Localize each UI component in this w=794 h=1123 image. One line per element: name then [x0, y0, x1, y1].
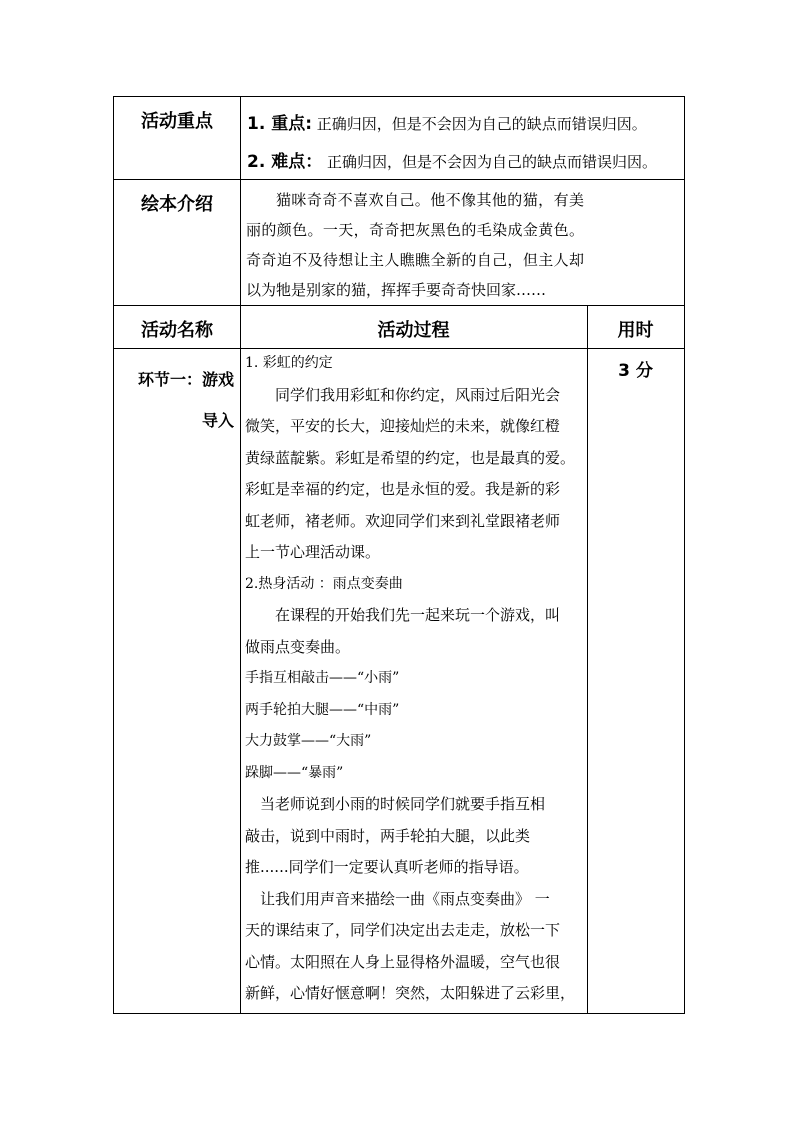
focus-key: 1. 重点:	[247, 114, 313, 134]
focus-text: 正确归因，但是不会因为自己的缺点而错误归因。	[316, 115, 647, 133]
activity-name-line-2: 导入	[201, 411, 234, 430]
process-line: 敲击，说到中雨时，两手轮拍大腿，以此类	[245, 826, 531, 845]
row-divider	[114, 305, 684, 306]
process-line: 虹老师，褚老师。欢迎同学们来到礼堂跟褚老师	[245, 511, 561, 530]
process-line: 让我们用声音来描绘一曲《雨点变奏曲》 一	[260, 889, 550, 908]
process-line: 新鲜，心情好惬意啊！突然，太阳躲进了云彩里，	[245, 984, 576, 1002]
process-line: 1. 彩虹的约定	[245, 355, 333, 371]
header-activity-process: 活动过程	[377, 320, 450, 341]
process-line: 手指互相敲击——“小雨”	[245, 670, 400, 686]
process-line: 两手轮拍大腿——“中雨”	[245, 701, 400, 718]
process-line: 心情。太阳照在人身上显得格外温暖，空气也很	[245, 952, 561, 971]
process-line: 上一节心理活动课。	[245, 543, 381, 561]
process-line: 在课程的开始我们先一起来玩一个游戏，叫	[275, 606, 561, 624]
activity-process-content	[245, 348, 585, 1010]
focus-line-1	[247, 105, 687, 143]
header-duration: 用时	[617, 320, 654, 341]
process-line: 黄绿蓝靛紫。彩虹是希望的约定，也是最真的爱。	[245, 448, 576, 467]
difficulty-text: 正确归因，但是不会因为自己的缺点而错误归因。	[327, 153, 658, 171]
activity-name-line-1: 环节一：游戏	[137, 370, 234, 389]
process-line: 同学们我用彩虹和你约定，风雨过后阳光会	[275, 385, 561, 404]
header-activity-name: 活动名称	[141, 320, 213, 341]
lesson-plan-table	[113, 96, 685, 1014]
row-label-focus: 活动重点	[141, 111, 213, 132]
process-line: 2.热身活动 ：雨点变奏曲	[245, 575, 403, 592]
column-divider	[587, 305, 588, 1013]
difficulty-key: 2. 难点：	[247, 152, 323, 172]
book-intro-text: 猫咪奇奇不喜欢自己。他不像其他的猫，有美丽的颜色。一天，奇奇把灰黑色的毛染成金黄色。奇奇迫不及待想让主人瞧瞧全新的自己，但主人却以为牠是别家的猫，挥挥手要奇奇快回家……	[246, 191, 584, 299]
process-line: 微笑，平安的长大，迎接灿烂的未来，就像红橙	[245, 417, 561, 435]
column-divider	[240, 97, 241, 1013]
process-line: 大力鼓掌——“大雨”	[245, 733, 372, 749]
process-line: 当老师说到小雨的时候同学们就要手指互相	[260, 795, 546, 813]
activity-name	[118, 359, 234, 441]
process-line: 做雨点变奏曲。	[245, 637, 351, 656]
process-line: 跺脚——“暴雨”	[245, 764, 344, 781]
focus-content	[247, 105, 687, 181]
process-line: 天的课结束了，同学们决定出去走走，放松一下	[245, 921, 561, 939]
focus-line-2	[247, 143, 687, 181]
row-label-book-intro: 绘本介绍	[141, 194, 213, 215]
process-line: 彩虹是幸福的约定，也是永恒的爱。我是新的彩	[245, 480, 561, 498]
activity-duration: 3 分	[618, 361, 653, 381]
process-line: 推......同学们一定要认真听老师的指导语。	[245, 858, 529, 876]
